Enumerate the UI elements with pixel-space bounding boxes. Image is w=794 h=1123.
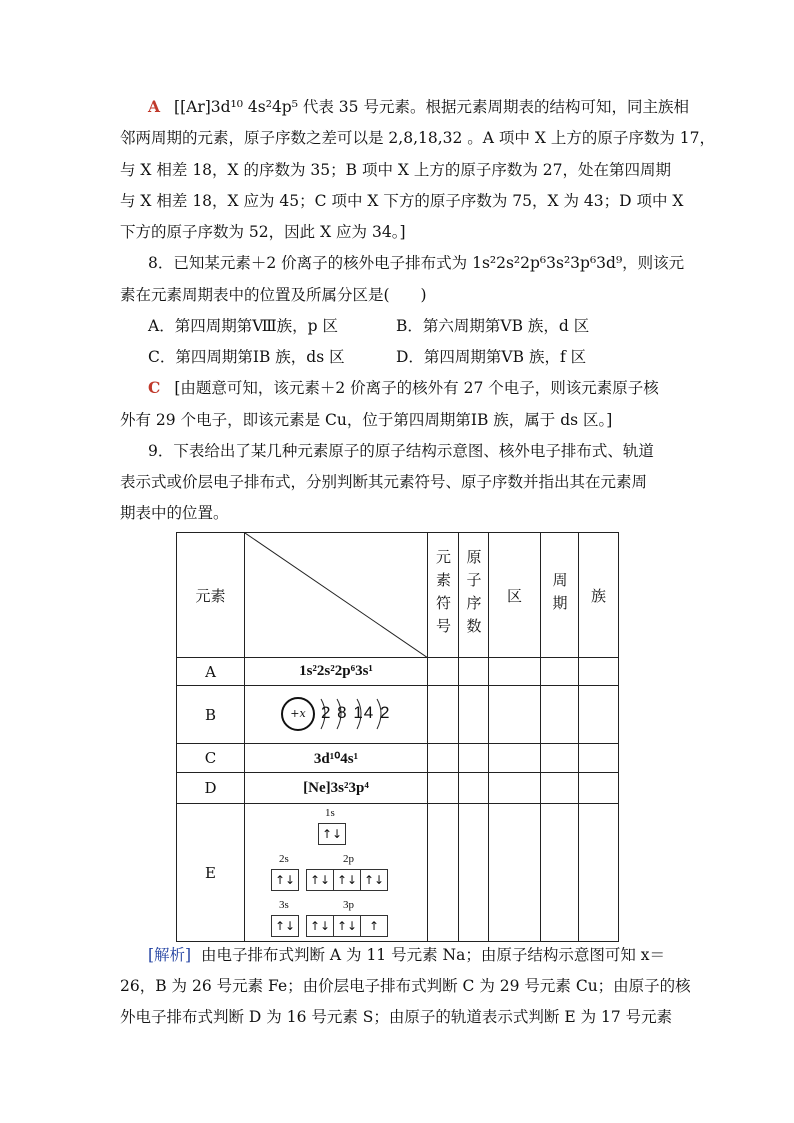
table-row [177,658,619,686]
q9-stem-line-3: 期表中的位置。 [120,504,229,522]
table-row [177,773,619,804]
row-d-label: D [177,773,245,804]
row-b-group-cell[interactable] [579,686,619,744]
table-row [177,686,619,744]
q8-option-d: D．第四周期第ⅤB 族，f 区 [396,348,587,366]
row-b-period-cell[interactable] [541,686,579,744]
q8-option-c: C．第四周期第ⅠB 族，ds 区 [148,348,345,366]
row-c-number-cell[interactable] [459,744,489,773]
row-b-symbol-cell[interactable] [428,686,459,744]
header-diagonal-cell [245,533,428,658]
row-e-number-cell[interactable] [459,804,489,942]
q9-stem-line-1: 9．下表给出了某几种元素原子的原子结构示意图、核外电子排布式、轨道 [148,442,654,460]
atomic-structure [281,695,391,735]
header-block: 区 [489,533,541,658]
row-a-block-cell[interactable] [489,658,541,686]
q8-stem-line-1: 8．已知某元素＋2 价离子的核外电子排布式为 1s²2s²2p⁶3s²3p⁶3d⁹，则该元 [148,254,685,272]
row-e-period-cell[interactable] [541,804,579,942]
q7-answer-line-1 [148,97,689,117]
row-d-period-cell[interactable] [541,773,579,804]
orbital-label-2p: 2p [343,852,354,865]
q9-table [176,532,619,942]
row-a-period-cell[interactable] [541,658,579,686]
analysis-line-3: 外电子排布式判断 D 为 16 号元素 S；由原子的轨道表示式判断 E 为 17 号元素 [120,1008,673,1026]
orbital-box-1s: ↑↓ [318,823,346,845]
row-d-config: [Ne]3s²3p⁴ [245,773,428,804]
q8-answer-line-1 [148,378,659,398]
row-e-label: E [177,804,245,942]
q7-answer-line-3: 与 X 相差 18，X 的序数为 35；B 项中 X 上方的原子序数为 27，处在第四周期 [120,161,672,179]
header-number: 原子序数 [459,533,489,658]
row-d-group-cell[interactable] [579,773,619,804]
electron-counts: 2 8 14 2 [321,702,391,722]
row-e-block-cell[interactable] [489,804,541,942]
orbital-label-1s: 1s [325,806,335,819]
analysis-text-1: 由电子排布式判断 A 为 11 号元素 Na；由原子结构示意图可知 x＝ [200,946,665,964]
row-b-structure-diagram [245,686,428,744]
q8-answer-letter: C [148,378,161,397]
table-row [177,744,619,773]
orbital-box-2s: ↑↓ [271,869,299,891]
q7-answer-line-5: 下方的原子序数为 52，因此 X 应为 34。] [120,223,406,241]
row-b-block-cell[interactable] [489,686,541,744]
row-a-config: 1s²2s²2p⁶3s¹ [245,658,428,686]
analysis-line-1 [148,945,665,965]
table-row [177,804,619,942]
q8-option-b: B．第六周期第ⅤB 族，d 区 [396,317,590,335]
q8-answer-line-2: 外有 29 个电子，即该元素是 Cu，位于第四周期第ⅠB 族，属于 ds 区。] [120,411,613,429]
q8-stem-line-2: 素在元素周期表中的位置及所属分区是( ) [120,286,427,304]
q7-answer-text-1: [[Ar]3d¹⁰ 4s²4p⁵ 代表 35 号元素。根据元素周期表的结构可知，同主族相 [174,98,689,116]
row-a-group-cell[interactable] [579,658,619,686]
orbital-label-3s: 3s [279,898,289,911]
row-c-config: 3d¹⁰4s¹ [245,744,428,773]
row-c-group-cell[interactable] [579,744,619,773]
row-c-label: C [177,744,245,773]
row-c-block-cell[interactable] [489,744,541,773]
diagonal-line [245,533,428,658]
q9-stem-line-2: 表示式或价层电子排布式，分别判断其元素符号、原子序数并指出其在元素周 [120,473,648,491]
table-header-row [177,533,619,658]
header-group: 族 [579,533,619,658]
row-b-label: B [177,686,245,744]
orbital-box-3p: ↑↓ ↑↓ ↑ [306,915,388,937]
row-a-label: A [177,658,245,686]
row-d-number-cell[interactable] [459,773,489,804]
row-c-symbol-cell[interactable] [428,744,459,773]
analysis-line-2: 26，B 为 26 号元素 Fe；由价层电子排布式判断 C 为 29 号元素 Cu；由原子的核 [120,977,691,995]
row-e-symbol-cell[interactable] [428,804,459,942]
row-a-symbol-cell[interactable] [428,658,459,686]
analysis-tag: [解析] [148,946,192,964]
q7-answer-line-4: 与 X 相差 18，X 应为 45；C 项中 X 下方的原子序数为 75，X 为 43；D 项中 X [120,192,684,210]
q8-option-a: A．第四周期第Ⅷ族，p 区 [148,317,338,335]
row-e-orbital-diagram [245,804,428,942]
q7-answer-letter: A [148,97,161,116]
header-symbol: 元素符号 [428,533,459,658]
row-d-block-cell[interactable] [489,773,541,804]
orbital-box-2p: ↑↓ ↑↓ ↑↓ [306,869,388,891]
nucleus-circle: +x [281,697,315,731]
orbital-label-3p: 3p [343,898,354,911]
q7-answer-line-2: 邻两周期的元素，原子序数之差可以是 2,8,18,32 。A 项中 X 上方的原子序数为 17， [120,129,715,147]
orbital-box-3s: ↑↓ [271,915,299,937]
orbital-diagram [271,807,401,939]
orbital-label-2s: 2s [279,852,289,865]
row-e-group-cell[interactable] [579,804,619,942]
row-d-symbol-cell[interactable] [428,773,459,804]
row-c-period-cell[interactable] [541,744,579,773]
q8-answer-text-1: [由题意可知，该元素＋2 价离子的核外有 27 个电子，则该元素原子核 [174,379,659,397]
header-element: 元素 [177,533,245,658]
header-period: 周期 [541,533,579,658]
row-b-number-cell[interactable] [459,686,489,744]
row-a-number-cell[interactable] [459,658,489,686]
